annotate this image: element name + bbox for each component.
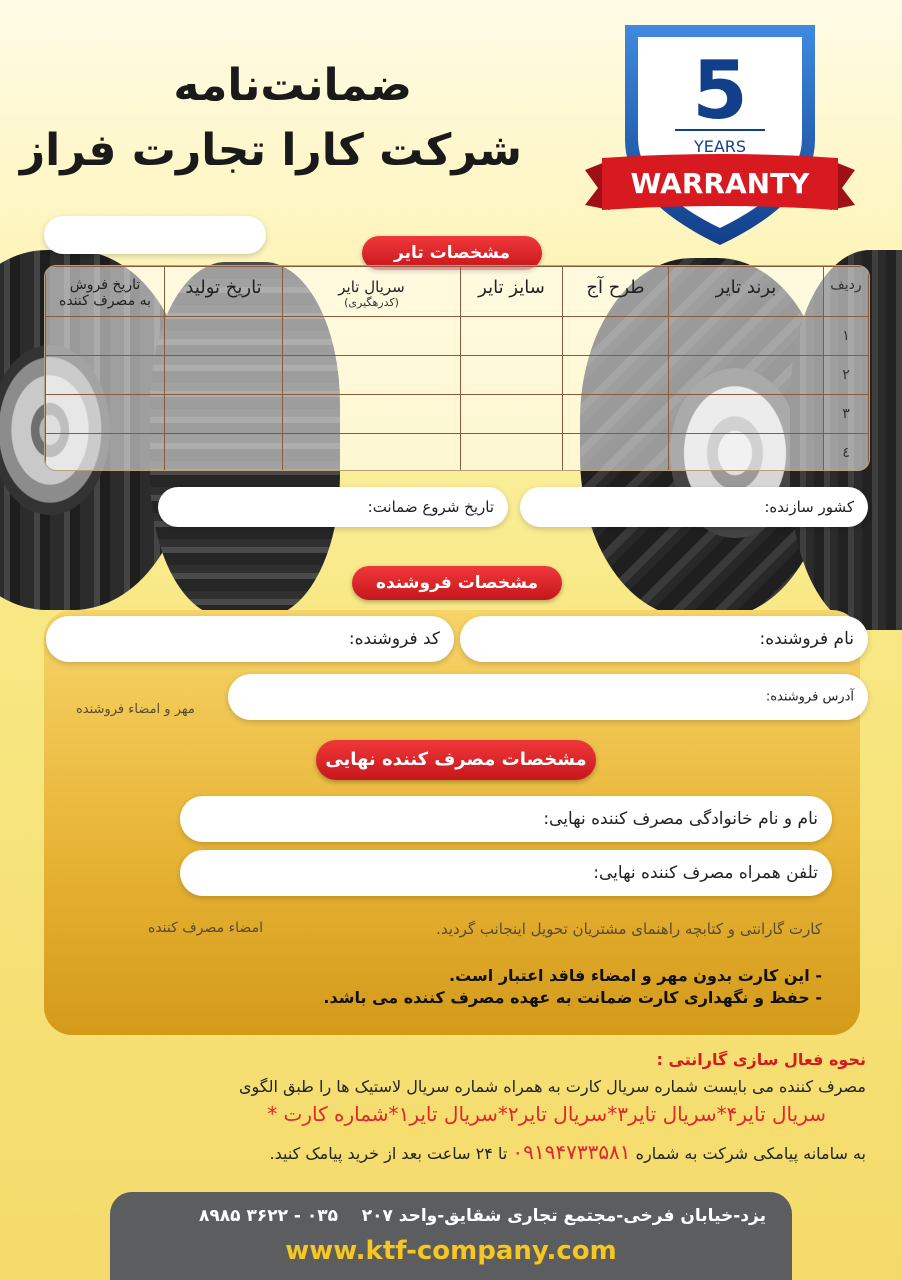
seller-address-label: آدرس فروشنده: <box>765 689 854 705</box>
seller-name-label: نام فروشنده: <box>759 629 854 649</box>
activation-title: نحوه فعال سازی گارانتی : <box>656 1050 866 1069</box>
activation-pattern: سریال تایر۴*سریال تایر۳*سریال تایر۲*سریال تایر۱*شماره کارت * <box>267 1102 826 1126</box>
consumer-phone-field[interactable] <box>180 850 832 896</box>
col-size: سایز تایر <box>461 267 563 317</box>
received-text: کارت گارانتی و کتابچه راهنمای مشتریان تحویل اینجانب گردید. <box>436 920 822 938</box>
col-serial: سریال تایر (کدرهگیری) <box>283 267 461 317</box>
seller-code-label: کد فروشنده: <box>348 629 440 649</box>
table-row: ۱ <box>46 317 869 356</box>
seller-name-field[interactable] <box>460 616 868 662</box>
consumer-fullname-label: نام و نام خانوادگی مصرف کننده نهایی: <box>543 809 818 829</box>
warranty-years-label: YEARS <box>693 137 747 156</box>
seller-code-field[interactable] <box>46 616 454 662</box>
warranty-shield-icon <box>580 10 860 250</box>
col-row-number: ردیف <box>824 267 869 317</box>
footer-address: یزد-خیابان فرخی-مجتمع تجاری شقایق-واحد ۲۰۷ ۰۳۵ - ۳۶۲۲ ۸۹۸۵ <box>199 1206 766 1226</box>
col-production-date: تاریخ تولید <box>165 267 283 317</box>
footer-website-link[interactable]: www.ktf-company.com <box>285 1236 617 1266</box>
activation-line-3: به سامانه پیامکی شرکت به شماره ۰۹۱۹۴۷۳۳۵۸۱ تا ۲۴ ساعت بعد از خرید پیامک کنید. <box>269 1140 866 1164</box>
consumer-section-badge: مشخصات مصرف کننده نهایی <box>316 740 596 780</box>
consumer-phone-label: تلفن همراه مصرف کننده نهایی: <box>593 863 818 883</box>
tire-specs-table <box>44 265 870 471</box>
table-row: ۲ <box>46 356 869 395</box>
country-field[interactable] <box>520 487 868 527</box>
seller-stamp-label: مهر و امضاء فروشنده <box>76 702 195 717</box>
seller-section-badge: مشخصات فروشنده <box>352 566 562 600</box>
warranty-start-field[interactable] <box>158 487 508 527</box>
page-title: ضمانت‌نامه <box>173 60 412 111</box>
footer <box>110 1192 792 1280</box>
sms-number[interactable]: ۰۹۱۹۴۷۳۳۵۸۱ <box>512 1140 631 1164</box>
consumer-fullname-field[interactable] <box>180 796 832 842</box>
footer-phone: ۰۳۵ - ۳۶۲۲ ۸۹۸۵ <box>199 1206 339 1226</box>
table-header-row <box>46 267 869 317</box>
col-brand: برند تایر <box>669 267 824 317</box>
activation-line-1: مصرف کننده می بایست شماره سریال کارت به همراه شماره سریال لاستیک ها را طبق الگوی <box>238 1077 866 1096</box>
note-line-2: - حفظ و نگهداری کارت ضمانت به عهده مصرف کننده می باشد. <box>323 988 822 1007</box>
warranty-years-number: 5 <box>692 44 748 137</box>
warranty-start-label: تاریخ شروع ضمانت: <box>367 498 494 516</box>
consumer-signature-label: امضاء مصرف کننده <box>148 920 263 936</box>
tire-section-badge: مشخصات تایر <box>362 236 542 270</box>
note-line-1: - این کارت بدون مهر و امضاء فاقد اعتبار است. <box>449 966 822 985</box>
warranty-label: WARRANTY <box>630 167 810 200</box>
company-name: شرکت کارا تجارت فراز <box>19 125 522 176</box>
card-number-field[interactable] <box>44 216 266 254</box>
table-row: ۳ <box>46 395 869 434</box>
seller-address-field[interactable] <box>228 674 868 720</box>
table-row: ٤ <box>46 434 869 472</box>
col-pattern: طرح آج <box>563 267 669 317</box>
col-sale-date: تاریخ فروش به مصرف کننده <box>46 267 165 317</box>
country-label: کشور سازنده: <box>764 498 854 516</box>
